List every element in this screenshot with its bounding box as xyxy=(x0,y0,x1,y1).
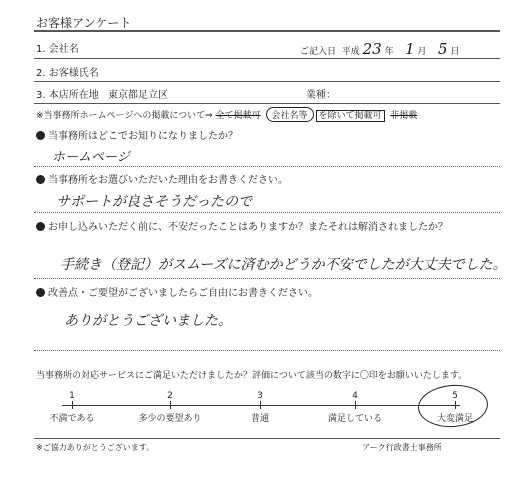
era-label: 平成 xyxy=(341,47,360,57)
rating-number: 3 xyxy=(257,391,263,401)
hp-publication-row xyxy=(36,107,417,122)
rating-number: 4 xyxy=(352,391,358,401)
answer-3: 手続き（登記）がスムーズに済むかどうか不安でしたが大丈夫でした。 xyxy=(60,257,507,273)
answer-4: ありがとうございました。 xyxy=(64,313,232,329)
office-name: アーク行政書士事務所 xyxy=(362,443,442,452)
question-2 xyxy=(36,171,288,186)
rating-tick xyxy=(170,401,171,409)
company-name-label: 1. 会社名 xyxy=(36,44,79,55)
hp-option-all: 全て掲載可 xyxy=(215,111,261,121)
rating-tick xyxy=(355,401,356,409)
rating-number: 2 xyxy=(167,391,173,401)
office-location-label: 3. 本店所在地 xyxy=(36,90,99,101)
month-unit: 月 xyxy=(417,47,427,57)
rating-number: 5 xyxy=(452,391,458,401)
row-divider xyxy=(34,103,500,104)
day-unit: 日 xyxy=(450,47,460,57)
bullet-icon xyxy=(36,131,45,140)
date-year: 23 xyxy=(362,40,382,58)
rating-label: 不満である xyxy=(49,414,95,424)
bullet-icon xyxy=(36,175,45,184)
title-underline xyxy=(34,30,500,32)
rating-label: 大変満足 xyxy=(436,414,473,424)
satisfaction-question: 当事務所の対応サービスにご満足いただけましたか？評価について該当の数字に〇印をお願いいたします。 xyxy=(36,371,468,381)
rating-tick xyxy=(72,401,73,409)
footer-divider xyxy=(34,438,500,439)
year-unit: 年 xyxy=(384,47,394,57)
question-text: お申し込みいただく前に、不安だったことはありますか？またそれは解消されましたか？ xyxy=(48,222,448,233)
date-day: 5 xyxy=(437,40,448,58)
hp-option-none: 非掲載 xyxy=(390,111,418,121)
bullet-icon xyxy=(36,222,45,231)
answer-2: サポートが良さそうだったので xyxy=(56,194,252,210)
question-4 xyxy=(36,284,318,299)
survey-title: お客様アンケート xyxy=(36,16,132,30)
industry-label: 業種： xyxy=(306,90,336,101)
answer-line xyxy=(34,350,500,351)
question-3 xyxy=(36,218,448,233)
question-text: 改善点・ご要望がございましたらご自由にお書きください。 xyxy=(48,288,318,299)
date-month: 1 xyxy=(405,40,415,58)
rating-scale-line xyxy=(62,405,460,406)
office-location-value: 東京都足立区 xyxy=(108,90,168,101)
hp-circled-exclusion: 会社名等 xyxy=(266,107,314,122)
rating-number: 1 xyxy=(69,391,75,401)
rating-label: 多少の要望あり xyxy=(138,414,202,424)
answer-line xyxy=(34,278,500,279)
question-1 xyxy=(36,127,238,142)
hp-option-partial: を除いて掲載可 xyxy=(316,110,385,122)
date-field xyxy=(300,40,459,58)
question-text: 当事務所をお選びいただいた理由をお書きください。 xyxy=(48,175,288,186)
hp-publication-label: ※当事務所ホームページへの掲載について⇒ xyxy=(36,111,213,121)
rating-label: 普通 xyxy=(250,414,269,424)
rating-tick xyxy=(260,401,261,409)
answer-line xyxy=(34,166,500,167)
row-divider xyxy=(34,58,500,59)
customer-name-label: 2. お客様氏名 xyxy=(36,68,99,79)
row-divider xyxy=(34,81,500,82)
date-prefix: ご記入日 xyxy=(300,47,337,57)
answer-1: ホームページ xyxy=(52,150,130,165)
rating-label: 満足している xyxy=(327,414,382,424)
question-text: 当事務所はどこでお知りになりましたか？ xyxy=(48,131,238,142)
answer-line xyxy=(34,212,500,213)
thanks-note: ※ご協力ありがとうございます。 xyxy=(36,443,155,452)
bullet-icon xyxy=(36,288,45,297)
